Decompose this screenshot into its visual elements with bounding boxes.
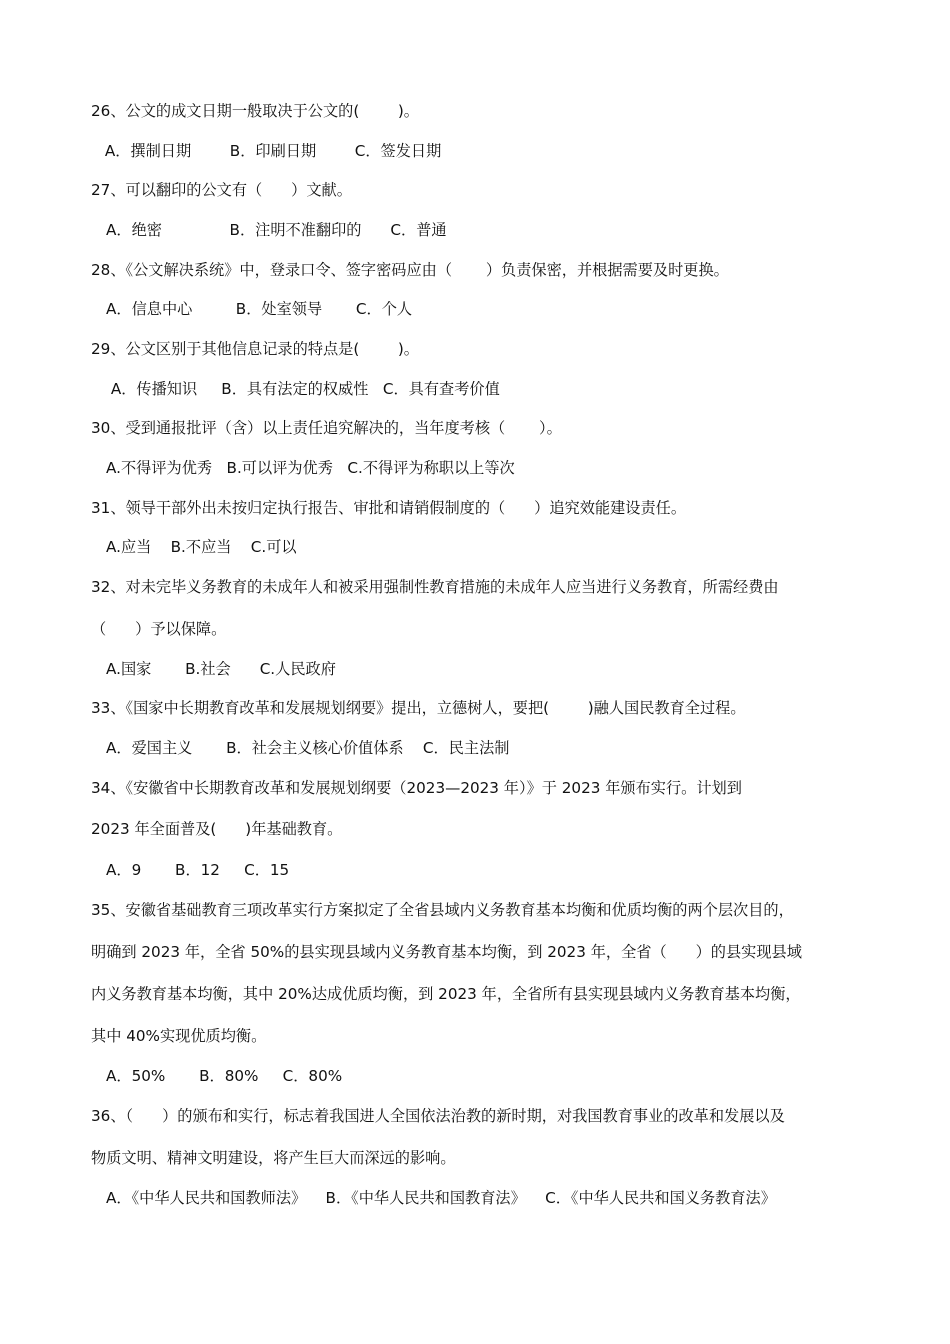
question-35-stem-line-2: 明确到 2023 年，全省 50%的县实现县域内义务教育基本均衡，到 2023 年，全省（ ）的县实现县域	[91, 943, 802, 961]
question-36-stem-continued: 物质文明、精神文明建设，将产生巨大而深远的影响。	[91, 1149, 456, 1167]
question-26-options: A．撰制日期 B．印刷日期 C．签发日期	[100, 142, 442, 160]
question-34-stem-continued: 2023 年全面普及( )年基础教育。	[91, 820, 343, 838]
question-33-stem: 33、《国家中长期教育改革和发展规划纲要》提出，立德树人，要把( )融人国民教育全过程。	[91, 699, 746, 717]
question-34-options: A．9 B．12 C．15	[106, 861, 290, 879]
question-31-options: A.应当 B.不应当 C.可以	[106, 538, 297, 556]
question-27-options: A．绝密 B．注明不准翻印的 C．普通	[106, 221, 447, 239]
question-28-options: A．信息中心 B．处室领导 C．个人	[106, 300, 413, 318]
question-32-stem-continued: （ ）予以保障。	[91, 620, 227, 638]
question-35-stem: 35、安徽省基础教育三项改革实行方案拟定了全省县域内义务教育基本均衡和优质均衡的两个层次目的，	[91, 901, 794, 919]
question-26-stem: 26、公文的成文日期一般取决于公文的( )。	[91, 102, 419, 120]
question-31-stem: 31、领导干部外出未按归定执行报告、审批和请销假制度的（ ）追究效能建设责任。	[91, 499, 687, 517]
question-29-options: A．传播知识 B．具有法定的权威性 C．具有查考价值	[106, 380, 500, 398]
question-27-stem: 27、可以翻印的公文有（ ）文献。	[91, 181, 352, 199]
question-33-options: A．爱国主义 B．社会主义核心价值体系 C．民主法制	[106, 739, 510, 757]
question-35-stem-line-3: 内义务教育基本均衡，其中 20%达成优质均衡，到 2023 年，全省所有县实现县域内义务教育基本均衡，	[91, 985, 801, 1003]
question-32-options: A.国家 B.社会 C.人民政府	[106, 660, 336, 678]
question-35-options: A．50% B．80% C．80%	[106, 1067, 343, 1085]
question-35-stem-line-4: 其中 40%实现优质均衡。	[91, 1027, 267, 1045]
question-34-stem: 34、《安徽省中长期教育改革和发展规划纲要（2023—2023 年）》于 2023 年颁布实行。计划到	[91, 779, 742, 797]
question-29-stem: 29、公文区别于其他信息记录的特点是( )。	[91, 340, 419, 358]
question-36-stem: 36、（ ）的颁布和实行，标志着我国进人全国依法治教的新时期，对我国教育事业的改革和发展以及	[91, 1107, 785, 1125]
question-32-stem: 32、对未完毕义务教育的未成年人和被采用强制性教育措施的未成年人应当进行义务教育，所需经费由	[91, 578, 779, 596]
question-30-stem: 30、受到通报批评（含）以上责任追究解决的，当年度考核（ ）。	[91, 419, 562, 437]
question-28-stem: 28、《公文解决系统》中，登录口令、签字密码应由（ ）负责保密，并根据需要及时更换。	[91, 261, 729, 279]
question-36-options: A．《中华人民共和国教师法》 B．《中华人民共和国教育法》 C．《中华人民共和国义务教育法》	[106, 1189, 776, 1207]
question-30-options: A.不得评为优秀 B.可以评为优秀 C.不得评为称职以上等次	[106, 459, 515, 477]
